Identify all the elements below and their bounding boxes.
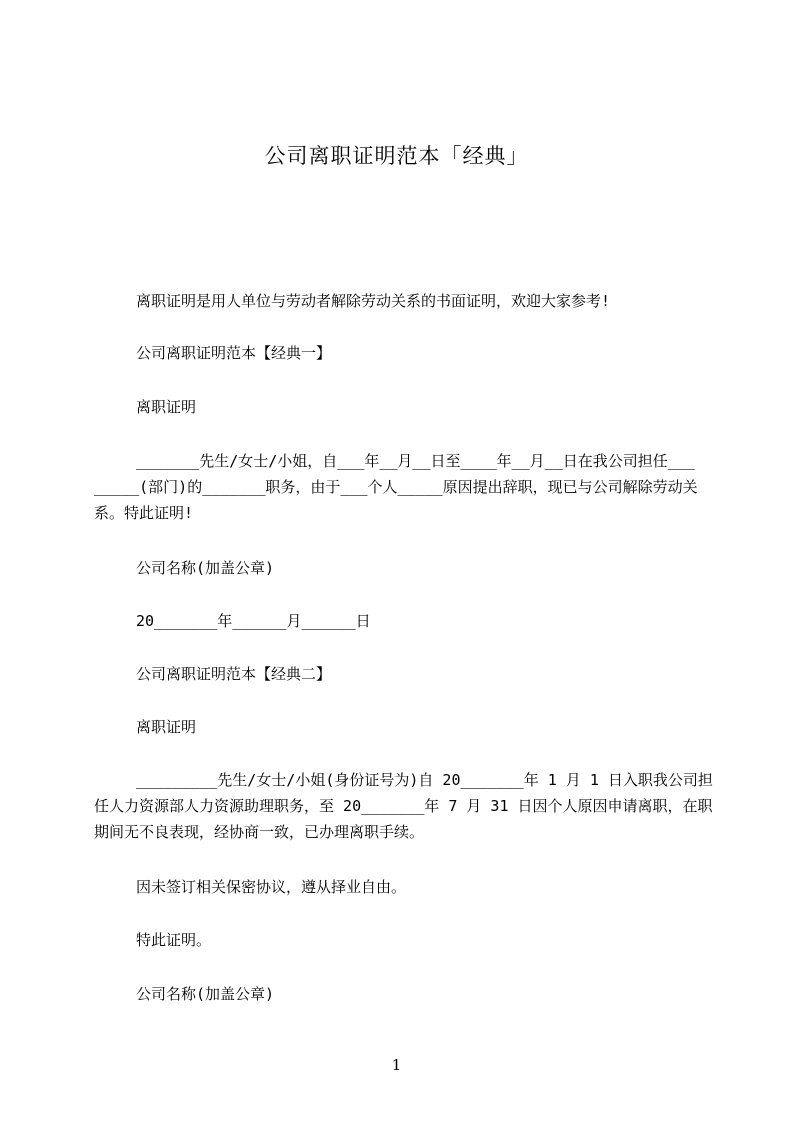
intro-paragraph: 离职证明是用人单位与劳动者解除劳动关系的书面证明，欢迎大家参考!	[136, 292, 611, 310]
sample-one-date-line: 20_______年______月______日	[136, 612, 371, 630]
certification-line: 特此证明。	[136, 931, 212, 949]
confidentiality-note: 因未签订相关保密协议，遵从择业自由。	[136, 878, 407, 896]
sample-one-company-name: 公司名称(加盖公章)	[136, 559, 275, 577]
page-number: 1	[391, 1056, 402, 1074]
sample-one-heading: 公司离职证明范本【经典一】	[136, 344, 332, 362]
sample-one-body: _______先生/女士/小姐，自___年__月__日至____年__月__日在我公司担任___ _____(部门)的_______职务，由于___个人_____原因提出辞职，现已与公司解除劳动关系。特此证明!	[94, 452, 704, 522]
document-title: 公司离职证明范本「经典」	[264, 144, 529, 168]
sample-two-body: _________先生/女士/小姐(身份证号为)自 20_______年 1 月 1 日入职我公司担 任人力资源部人力资源助理职务，至 20_______年 7 月 31 日因个人原因申请离职，在职期间无不良表现，经协商一致，已办理离职手续。	[94, 771, 722, 841]
sample-two-title: 离职证明	[136, 718, 197, 736]
sample-one-title: 离职证明	[136, 398, 197, 416]
sample-two-heading: 公司离职证明范本【经典二】	[136, 665, 332, 683]
sample-two-company-name: 公司名称(加盖公章)	[136, 985, 275, 1003]
